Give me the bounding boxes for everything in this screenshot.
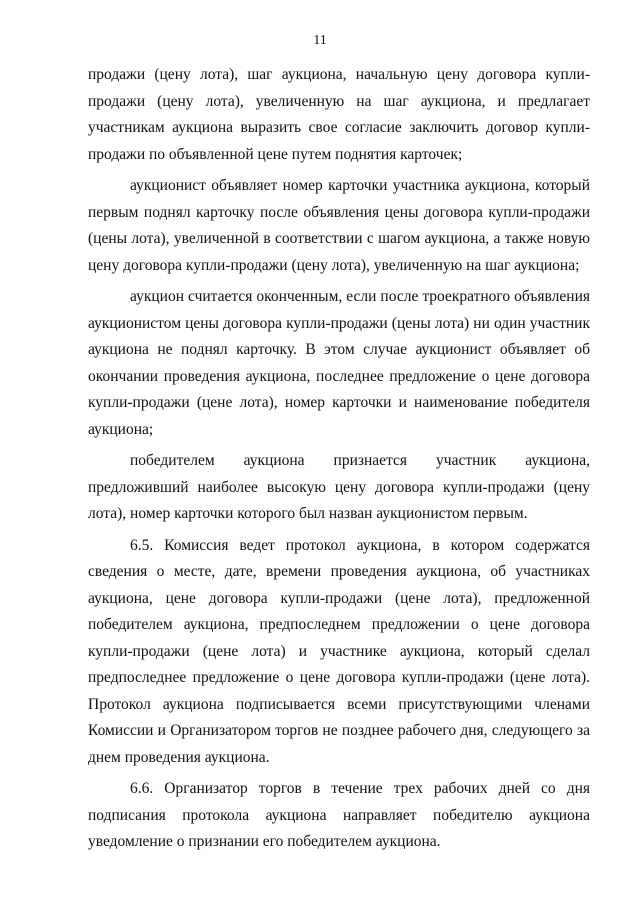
paragraph-6-5-protocol: 6.5. Комиссия ведет протокол аукциона, в котором содержатся сведения о месте, дате, времени проведения аукциона, об участниках аукциона, цене договора купли-продажи (цене лота), предложенной победителем аукциона, предпоследнем предложении о цене договора купли-продажи (цене лота) и участнике аукциона, который сделал предпоследнее предложение о цене договора купли-продажи (цене лота). Протокол аукциона подписывается всеми присутствующими членами Комиссии и Организатором торгов не позднее рабочего дня, следующего за днем проведения аукциона. <box>88 536 590 766</box>
paragraph-auction-ended: аукцион считается оконченным, если после троекратного объявления аукционистом цены договора купли-продажи (цены лота) ни один участник аукциона не поднял карточку. В этом случае аукционист объявляет об окончании проведения аукциона, последнее предложение о цене договора купли-продажи (цене лота), номер карточки и наименование победителя аукциона; <box>88 288 590 438</box>
page-number: 11 <box>313 33 327 48</box>
paragraph-winner: победителем аукциона признается участник аукциона, предложивший наиболее высокую цену договора купли-продажи (цену лота), номер карточки которого был назван аукционистом первым. <box>88 452 590 522</box>
paragraph-6-6-notification: 6.6. Организатор торгов в течение трех рабочих дней со дня подписания протокола аукциона направляет победителю аукциона уведомление о признании его победителем аукциона. <box>88 780 590 850</box>
paragraph-continuation: продажи (цену лота), шаг аукциона, начальную цену договора купли-продажи (цену лота), увеличенную на шаг аукциона, и предлагает участникам аукциона выразить свое согласие заключить договор купли-продажи по объявленной цене путем поднятия карточек; <box>88 66 590 163</box>
paragraph-auctioneer-announces: аукционист объявляет номер карточки участника аукциона, который первым поднял карточку после объявления цены договора купли-продажи (цены лота), увеличенной в соответствии с шагом аукциона, а также новую цену договора купли-продажи (цену лота), увеличенную на шаг аукциона; <box>88 177 590 274</box>
